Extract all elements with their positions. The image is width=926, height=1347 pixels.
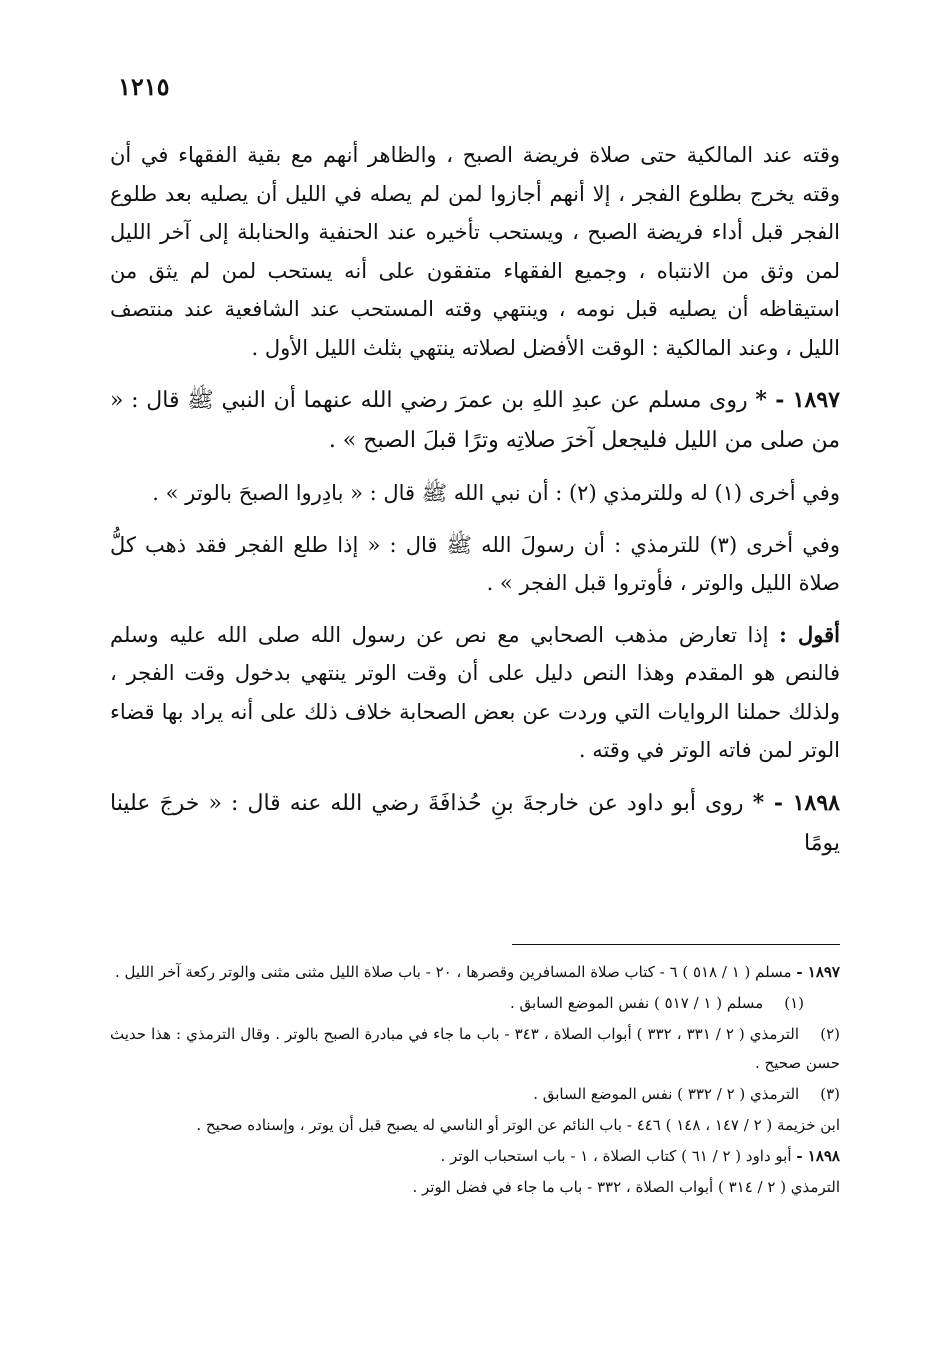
hadith-1897 [110, 380, 840, 461]
footnote-divider [512, 944, 840, 945]
footnote-number-3: (٣) [820, 1085, 840, 1103]
hadith-number-1897: ١٨٩٧ - * [755, 387, 840, 413]
other-narration-2: وفي أخرى (٣) للترمذي : أن رسولَ الله ﷺ قال : « إذا طلع الفجر فقد ذهب كلُّ صلاة الليل والوتر ، فأوتروا قبل الفجر » . [110, 532, 840, 595]
footnote-1 [110, 989, 840, 1018]
footnote-text-3: الترمذي ( ٢ / ٣٣٢ ) نفس الموضع السابق . [533, 1085, 800, 1103]
aqul-paragraph [110, 616, 840, 770]
footnote-2 [110, 1020, 840, 1078]
footnote-number-1897: ١٨٩٧ - [796, 963, 840, 981]
hadith-1898 [110, 783, 840, 864]
footnote-number-1898: ١٨٩٨ - [796, 1147, 840, 1165]
footnote-1898-continued: الترمذي ( ٢ / ٣١٤ ) أبواب الصلاة ، ٣٣٢ - باب ما جاء في فضل الوتر . [412, 1178, 840, 1196]
footnote-1897 [110, 958, 840, 987]
main-text [110, 136, 840, 877]
other-narration-1: وفي أخرى (١) له وللترمذي (٢) : أن نبي الله ﷺ قال : « بادِروا الصبحَ بالوتر » . [152, 481, 840, 505]
footnote-number-2: (٢) [820, 1025, 841, 1043]
aqul-text: إذا تعارض مذهب الصحابي مع نص عن رسول الله صلى الله عليه وسلم فالنص هو المقدم وهذا النص دليل على أن وقت الوتر ينتهي بدخول وقت الفجر ، ولذلك حملنا الروايات التي وردت عن بعض الصحابة خلاف ذلك على أنه يراد بها قضاء الوتر لمن فاته الوتر في وقته . [110, 622, 840, 762]
footnote-text-2: الترمذي ( ٢ / ٣٣١ ، ٣٣٢ ) أبواب الصلاة ، ٣٤٣ - باب ما جاء في مبادرة الصبح بالوتر . وقال الترمذي : هذا حديث حسن صحيح . [110, 1025, 840, 1072]
aqul-label: أقول : [779, 621, 840, 647]
footnotes [110, 958, 840, 1204]
footnote-3-continued: ابن خزيمة ( ٢ / ١٤٧ ، ١٤٨ ) ٤٤٦ - باب النائم عن الوتر أو الناسي له يصبح قبل أن يوتر ، وإسناده صحيح . [196, 1116, 840, 1134]
hadith-text-1898: روى أبو داود عن خارجةَ بنِ حُذافَةَ رضي الله عنه قال : « خرجَ علينا يومًا [110, 790, 840, 856]
page-number: ١٢١٥ [118, 72, 170, 101]
footnote-text-1: مسلم ( ١ / ٥١٧ ) نفس الموضع السابق . [510, 994, 764, 1012]
paragraph-1: وقته عند المالكية حتى صلاة فريضة الصبح ، والظاهر أنهم مع بقية الفقهاء في أن وقته يخرج بطلوع الفجر ، إلا أنهم أجازوا لمن لم يصله في الليل أن يصليه بعد طلوع الفجر قبل أداء فريضة الصبح ، ويستحب تأخيره عند الحنفية والحنابلة إلى آخر الليل لمن وثق من الانتباه ، وجميع الفقهاء متفقون على أنه يستحب لمن لم يثق من استيقاظه أن يصليه قبل نومه ، وينتهي وقته المستحب عند الشافعية عند منتصف الليل ، وعند المالكية : الوقت الأفضل لصلاته ينتهي بثلث الليل الأول . [110, 143, 840, 360]
hadith-number-1898: ١٨٩٨ - * [752, 789, 840, 816]
hadith-text-1897: روى مسلم عن عبدِ اللهِ بن عمرَ رضي الله عنهما أن النبي ﷺ قال : « من صلى من الليل فليجعل آخرَ صلاتِه وترًا قبلَ الصبح » . [110, 388, 840, 453]
footnote-1898 [110, 1142, 840, 1171]
footnote-text-1898: أبو داود ( ٢ / ٦١ ) كتاب الصلاة ، ١ - باب استحباب الوتر . [440, 1147, 792, 1165]
footnote-text-1897: مسلم ( ١ / ٥١٨ ) ٦ - كتاب صلاة المسافرين وقصرها ، ٢٠ - باب صلاة الليل مثنى مثنى والوتر ركعة آخر الليل . [114, 963, 792, 981]
footnote-number-1: (١) [784, 994, 804, 1012]
footnote-3 [110, 1080, 840, 1109]
